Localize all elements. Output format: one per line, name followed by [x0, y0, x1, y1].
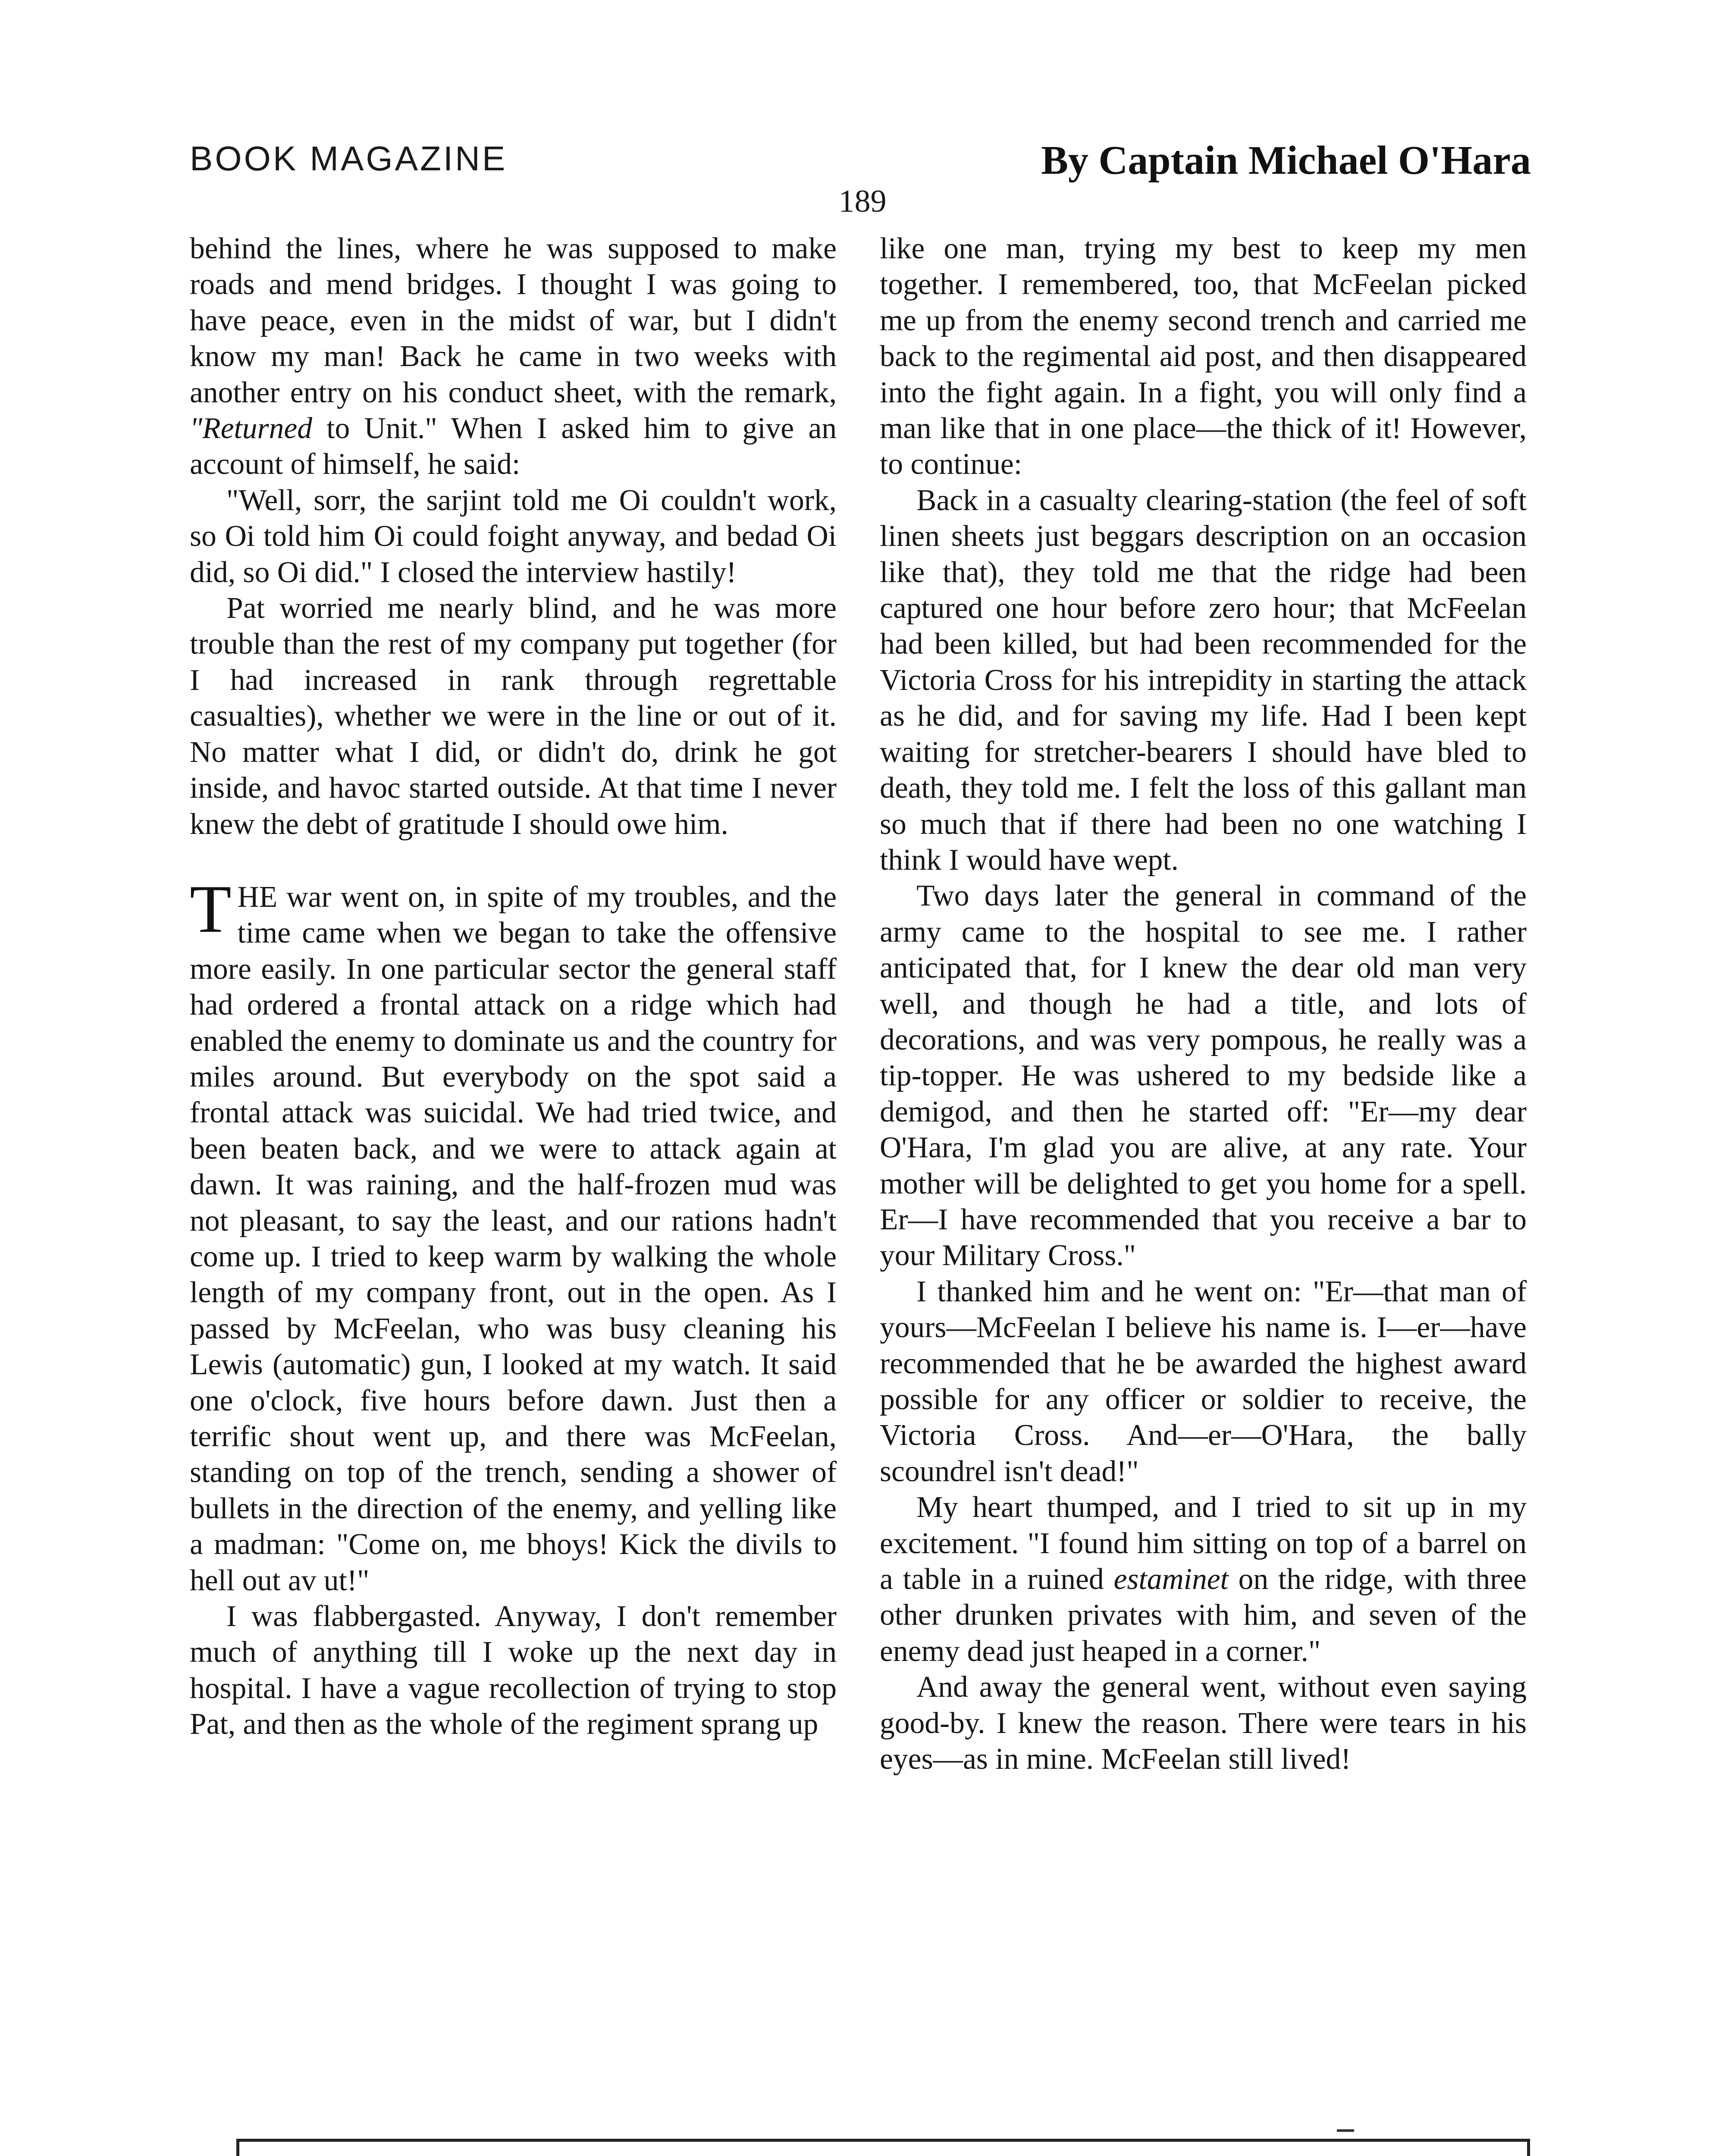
right-paragraph-2: Back in a casualty clearing-station (the feel of soft linen sheets just beggars description on an occasion like that), they told me that the ridge had been captured one hour before zero hour; that McFeelan had been killed, but had been recommended for the Victoria Cross for his intrepidity in starting the attack as he did, and for saving my life. Had I been kept waiting for stretcher-bearers I should have bled to death, they told me. I felt the loss of this gallant man so much that if there had been no one watching I think I would have wept. — [880, 483, 1527, 877]
left-paragraph-1-end: to Unit." When I asked him to give an account of himself, he said: — [190, 412, 837, 481]
right-paragraph-5-end: on the ridge, with three other drunken privates with him, and seven of the enemy dead just heaped in a corner." — [880, 1563, 1527, 1668]
left-paragraph-1 — [190, 231, 837, 483]
left-paragraph-4 — [190, 871, 837, 1598]
magazine-title: BOOK MAGAZINE — [190, 139, 508, 178]
next-issue-notice-box — [236, 2139, 1530, 2156]
right-paragraph-5-text: My heart thumped, and I tried to sit up in my excitement. "I found him sitting on top of a barrel on a table in a ruined — [880, 1491, 1527, 1596]
right-paragraph-6: And away the general went, without even saying good-by. I knew the reason. There were tears in his eyes—as in mine. McFeelan still lived! — [880, 1670, 1527, 1776]
drop-cap-letter: T — [190, 871, 232, 947]
notice-divider — [1337, 2129, 1354, 2132]
left-paragraph-5: I was flabbergasted. Anyway, I don't remember much of anything till I woke up the next day in hospital. I have a vague recollection of trying to stop Pat, and then as the whole of the regiment sprang up — [190, 1600, 837, 1741]
right-paragraph-4: I thanked him and he went on: "Er—that man of yours—McFeelan I believe his name is. I—er—have recommended that he be awarded the highest award possible for any officer or soldier to receive, the Victoria Cross. And—er—O'Hara, the bally scoundrel isn't dead!" — [880, 1275, 1527, 1488]
right-paragraph-3: Two days later the general in command of the army came to the hospital to see me. I rather anticipated that, for I knew the dear old man very well, and though he had a title, and lots of decorations, and was very pompous, he really was a tip-topper. He was ushered to my bedside like a demigod, and then he started off: "Er—my dear O'Hara, I'm glad you are alive, at any rate. Your mother will be delighted to get you home for a spell. Er—I have recommended that you receive a bar to your Military Cross." — [880, 879, 1527, 1272]
left-paragraph-4-text: HE war went on, in spite of my troubles, and the time came when we began to take the offensive more easily. In one particular sector the general staff had ordered a frontal attack on a ridge which had enabled the enemy to dominate us and the country for miles around. But everybody on the spot said a frontal attack was suicidal. We had tried twice, and been beaten back, and we were to attack again at dawn. It was raining, and the half-frozen mud was not pleasant, to say the least, and our rations hadn't come up. I tried to keep warm by walking the whole length of my company front, out in the open. As I passed by McFeelan, who was busy cleaning his Lewis (automatic) gun, I looked at my watch. It said one o'clock, five hours before dawn. Just then a terrific shout went up, and there was McFeelan, standing on top of the trench, sending a shower of bullets in the direction of the enemy, and yelling like a madman: "Come on, me bhoys! Kick the divils to hell out av ut!" — [190, 880, 837, 1597]
author-byline: By Captain Michael O'Hara — [1041, 138, 1531, 183]
right-column — [880, 231, 1527, 1777]
left-paragraph-3: Pat worried me nearly blind, and he was more trouble than the rest of my company put together (for I had increased in rank through regrettable casualties), whether we were in the line or out of it. No matter what I did, or didn't do, drink he got inside, and havoc started outside. At that time I never knew the debt of gratitude I should owe him. — [190, 592, 837, 841]
left-column — [190, 231, 837, 1742]
returned-italic: "Returned — [190, 412, 312, 445]
estaminet-italic: estaminet — [1113, 1563, 1229, 1596]
right-paragraph-1: like one man, trying my best to keep my men together. I remembered, too, that McFeelan picked me up from the enemy second trench and carried me back to the regimental aid post, and then disappeared into the fight again. In a fight, you will only find a man like that in one place—the thick of it! However, to continue: — [880, 232, 1527, 481]
left-paragraph-1-text: behind the lines, where he was supposed to make roads and mend bridges. I thought I was going to have peace, even in the midst of war, but I didn't know my man! Back he came in two weeks with another entry on his conduct sheet, with the remark, — [190, 232, 837, 409]
left-paragraph-2: "Well, sorr, the sarjint told me Oi couldn't work, so Oi told him Oi could foight anyway, and bedad Oi did, so Oi did." I closed the interview hastily! — [190, 483, 837, 589]
page-number: 189 — [838, 184, 887, 219]
right-paragraph-5 — [880, 1489, 1527, 1669]
